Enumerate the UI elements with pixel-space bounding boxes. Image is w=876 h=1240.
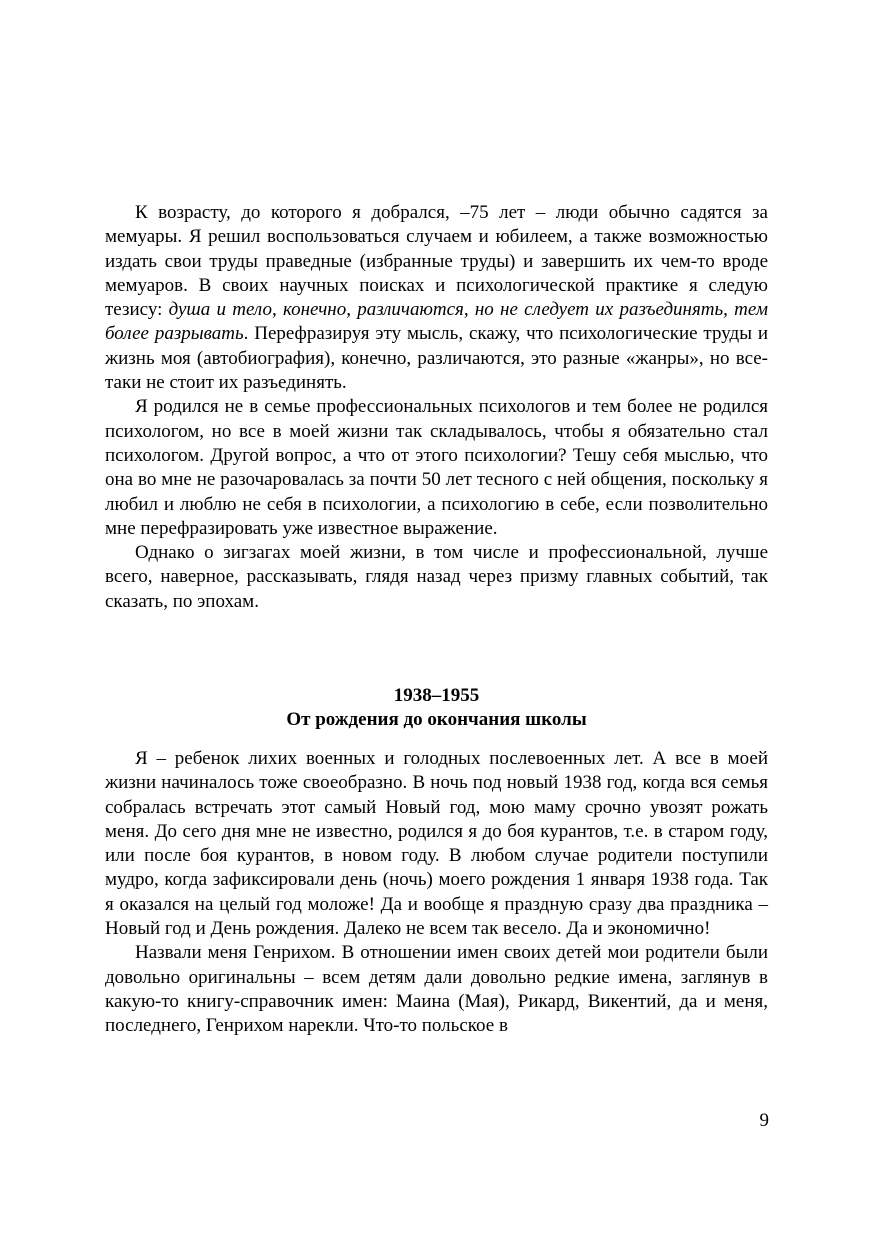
section-years: 1938–1955 <box>393 685 480 706</box>
chapter-paragraph-2: Назвали меня Генрихом. В отношении имен своих детей мои родители были довольно оригинальны – всем детям дали довольно редкие имена, заглянув в какую-то книгу-справочник имен: Маина (Мая), Рикард, Викентий, да и меня, последнего, Генрихом нарекли. Что-то польское в <box>105 942 768 1037</box>
page-number: 9 <box>759 1110 769 1131</box>
intro-italic-thesis: душа и тело, конечно, различаются, но не следует их разъединять, тем более разрывать <box>105 299 768 345</box>
intro-paragraph-2: Я родился не в семье профессиональных психологов и тем более не родился психологом, но все в моей жизни так складывалось, чтобы я обязательно стал психологом. Другой вопрос, а что от этого психологии? Тешу себя мыслью, что она во мне не разочаровалась за почти 50 лет тесного с ней общения, поскольку я любил и люблю не себя в психологии, а психологию в себе, если позволительно мне перефразировать уже известное выражение. <box>105 396 768 539</box>
intro-text <box>105 201 768 614</box>
intro-paragraph-1-start: К возрасту, до которого я добрался, –75 лет – люди обычно садятся за мемуары. Я решил воспользоваться случаем и юбилеем, а также возможностью издать свои труды праведные (избранные труды) и завершить их чем-то вроде мемуаров. В своих научных поисках и психологической практике я следую тезису: <box>105 202 768 321</box>
intro-paragraph-1 <box>105 201 768 395</box>
intro-paragraph-3: Однако о зигзагах моей жизни, в том числе и профессиональной, лучше всего, наверное, рассказывать, глядя назад через призму главных событий, так сказать, по эпохам. <box>105 542 768 612</box>
chapter-paragraph-1: Я – ребенок лихих военных и голодных послевоенных лет. А все в моей жизни начиналось тоже своеобразно. В ночь под новый 1938 год, когда вся семья собралась встречать этот самый Новый год, мою маму срочно увозят рожать меня. До сего дня мне не известно, родился я до боя курантов, т.е. в старом году, или после боя курантов, в новом году. В любом случае родители поступили мудро, когда зафиксировали день (ночь) моего рождения 1 января 1938 года. Так я оказался на целый год моложе! Да и вообще я праздную сразу два праздника – Новый год и День рождения. Далеко не всем так весело. Да и экономично! <box>105 748 768 940</box>
section-title: От рождения до окончания школы <box>286 709 587 730</box>
intro-paragraph-1-end: . Перефразируя эту мысль, скажу, что психологические труды и жизнь моя (автобиография), конечно, различаются, это разные «жанры», но все-таки не стоит их разъединять. <box>105 323 768 394</box>
chapter-text <box>105 747 768 1039</box>
section-heading <box>105 684 768 732</box>
